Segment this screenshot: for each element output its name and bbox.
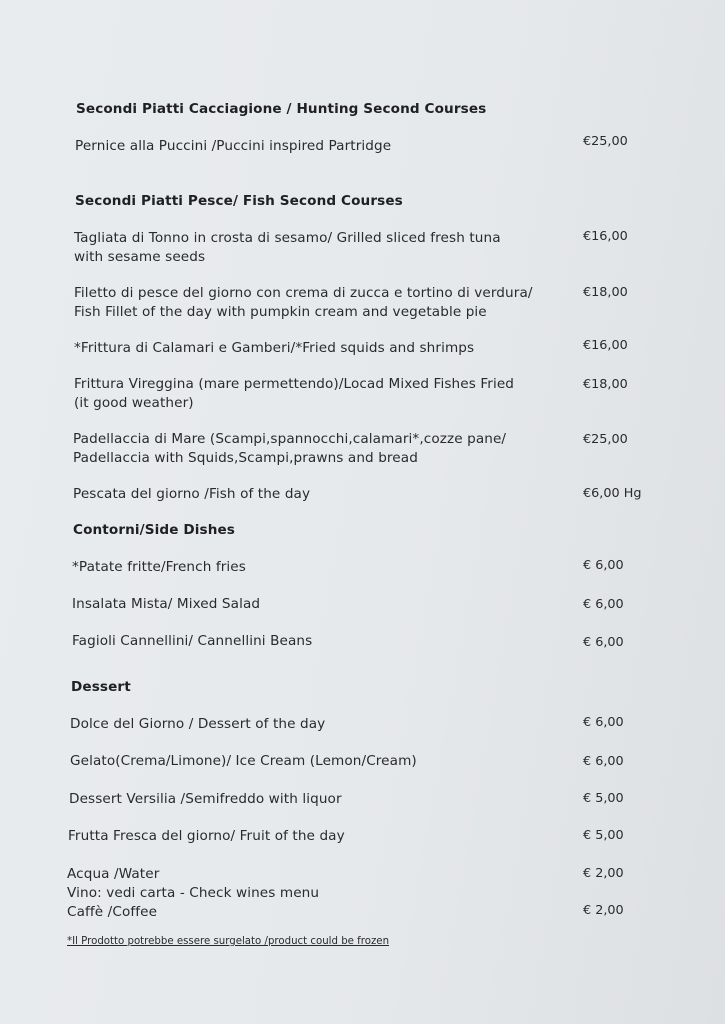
menu-item-price: €18,00 <box>583 285 628 300</box>
menu-item-price: € 6,00 <box>583 558 624 573</box>
menu-item-name: *Patate fritte/French fries <box>72 559 246 575</box>
water-price: € 2,00 <box>583 866 624 881</box>
menu-item-price: €16,00 <box>583 229 628 244</box>
menu-item-price: €25,00 <box>583 432 628 447</box>
menu-item-name: Insalata Mista/ Mixed Salad <box>72 596 261 612</box>
menu-item-price: € 5,00 <box>583 791 624 806</box>
menu-item-name: Pernice alla Puccini /Puccini inspired Partridge <box>75 138 392 154</box>
menu-item-wine: Vino: vedi carta - Check wines menu <box>67 885 320 901</box>
menu-item-name: Filetto di pesce del giorno con crema di zucca e tortino di verdura/ <box>74 285 533 301</box>
menu-item-price: € 6,00 <box>583 715 624 730</box>
section-heading-hunting: Secondi Piatti Cacciagione / Hunting Second Courses <box>76 101 487 117</box>
menu-item-name: Tagliata di Tonno in crosta di sesamo/ Grilled sliced fresh tuna <box>74 230 501 246</box>
menu-item-price: € 6,00 <box>583 754 624 769</box>
menu-item-price: €6,00 Hg <box>583 486 642 501</box>
menu-item-price: €25,00 <box>583 134 628 149</box>
menu-item-name: Frutta Fresca del giorno/ Fruit of the day <box>68 828 345 844</box>
menu-item-name-line2: Fish Fillet of the day with pumpkin cream and vegetable pie <box>74 304 487 320</box>
section-heading-dessert: Dessert <box>71 679 131 695</box>
menu-item-price: € 5,00 <box>583 828 624 843</box>
menu-item-name: *Frittura di Calamari e Gamberi/*Fried squids and shrimps <box>74 340 475 356</box>
menu-item-name: Gelato(Crema/Limone)/ Ice Cream (Lemon/Cream) <box>70 753 417 769</box>
menu-item-price: €16,00 <box>583 338 628 353</box>
section-heading-fish: Secondi Piatti Pesce/ Fish Second Courses <box>75 193 403 209</box>
menu-item-price: € 6,00 <box>583 635 624 650</box>
menu-item-water: Acqua /Water <box>67 866 160 882</box>
menu-item-name: Padellaccia di Mare (Scampi,spannocchi,calamari*,cozze pane/ <box>73 431 507 447</box>
menu-item-price: € 6,00 <box>583 597 624 612</box>
menu-item-coffee: Caffè /Coffee <box>67 904 158 920</box>
menu-item-name-line2: Padellaccia with Squids,Scampi,prawns and bread <box>73 450 418 466</box>
coffee-price: € 2,00 <box>583 903 624 918</box>
menu-item-name-line2: with sesame seeds <box>74 249 206 265</box>
menu-item-name: Dolce del Giorno / Dessert of the day <box>70 716 326 732</box>
menu-item-name: Frittura Vireggina (mare permettendo)/Locad Mixed Fishes Fried <box>74 376 515 392</box>
menu-item-name: Pescata del giorno /Fish of the day <box>73 486 311 502</box>
menu-item-price: €18,00 <box>583 377 628 392</box>
section-heading-sides: Contorni/Side Dishes <box>73 522 235 538</box>
menu-item-name: Dessert Versilia /Semifreddo with liquor <box>69 791 342 807</box>
menu-item-name: Fagioli Cannellini/ Cannellini Beans <box>72 633 313 649</box>
menu-item-name-line2: (it good weather) <box>74 395 194 411</box>
frozen-product-footnote: *Il Prodotto potrebbe essere surgelato /product could be frozen <box>67 936 390 947</box>
